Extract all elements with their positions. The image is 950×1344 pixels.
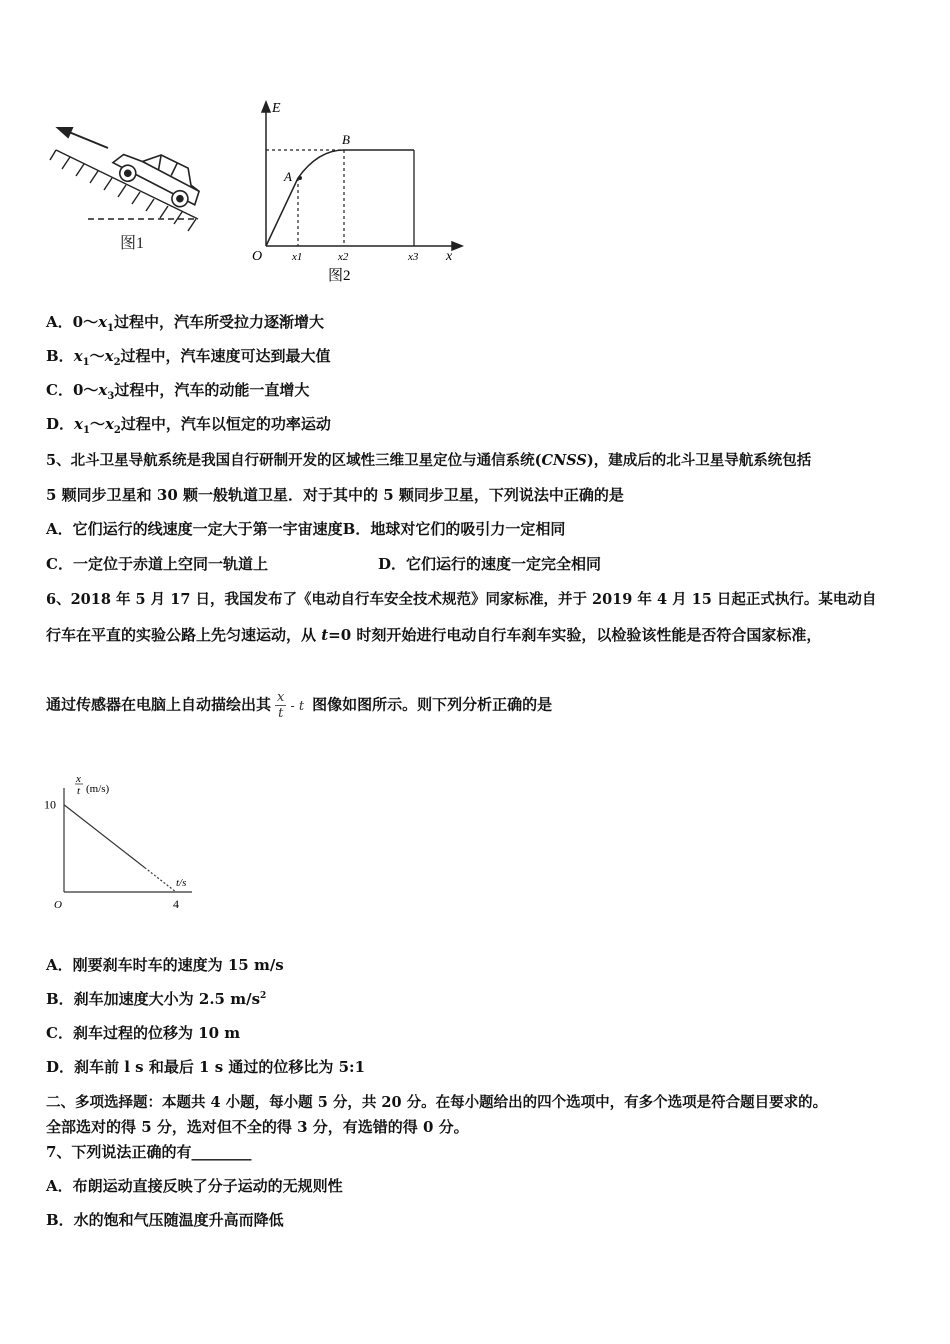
q4-option-d: D．$x_1\sim x_2$过程中，汽车以恒定的功率运动 xyxy=(46,415,331,436)
section-2-heading-line-2: 全部选对的得 5 分，选对但不全的得 3 分，有选错的得 0 分。 xyxy=(46,1118,469,1136)
figure-1-caption: 图1 xyxy=(120,235,145,252)
figure-2-caption: 图2 xyxy=(328,268,351,284)
q6-velocity-time-chart xyxy=(40,770,210,915)
x-over-t-fraction: $\frac{x}{t}$ xyxy=(277,690,285,721)
q5-option-d: D．它们运行的速度一定完全相同 xyxy=(378,555,602,573)
origin-label: O xyxy=(252,249,263,264)
chart-axes xyxy=(64,788,192,892)
x-axis-label: x xyxy=(446,249,453,264)
axes xyxy=(262,102,462,250)
tick-x3-label: x3 xyxy=(408,251,419,263)
section-2-heading-line-1: 二、多项选择题：本题共 4 小题，每小题 5 分，共 20 分。在每小题给出的四个选项中，有多个选项是符合题目要求的。 xyxy=(46,1094,828,1111)
q4-option-a: A．$0\sim x_1$过程中，汽车所受拉力逐渐增大 xyxy=(46,313,325,334)
chart-x-tick-label: 4 xyxy=(173,897,179,911)
guide-lines xyxy=(266,150,344,246)
energy-curve xyxy=(266,150,344,246)
point-b-label: B xyxy=(342,132,350,147)
chart-origin-label: O xyxy=(54,899,62,911)
q4-option-b: B．$x_1\sim x_2$过程中，汽车速度可达到最大值 xyxy=(46,347,331,368)
chart-y-tick-label: 10 xyxy=(44,797,56,812)
q6-option-d: D．刹车前 l s 和最后 1 s 通过的位移比为 5:1 xyxy=(46,1058,366,1076)
figure-1-car-on-incline xyxy=(48,122,218,262)
q7-stem: 7、下列说法正确的有________ xyxy=(46,1143,252,1161)
q6-stem-line-3: 通过传感器在电脑上自动描绘出其 $\frac{x}{t}$ - t 图像如图所示。则下列分析正确的是 xyxy=(46,690,553,721)
chart-ylabel-den: t xyxy=(77,785,81,797)
car-icon xyxy=(108,138,208,213)
q6-option-b: B．刹车加速度大小为 2.5 $m/s^2$ xyxy=(46,990,267,1008)
q5-option-c: C．一定位于赤道上空同一轨道上 xyxy=(46,555,268,573)
q6-stem-line-2: 行车在平直的实验公路上先匀速运动，从 t=0 时刻开始进行电动自行车刹车实验，以检验该性能是否符合国家标准， xyxy=(46,626,822,644)
q5-options-ab: A．它们运行的线速度一定大于第一宇宙速度B．地球对它们的吸引力一定相同 xyxy=(46,520,566,538)
q7-option-a: A．布朗运动直接反映了分子运动的无规则性 xyxy=(46,1177,343,1195)
figure-2-energy-graph xyxy=(248,98,468,288)
q4-option-c: C．$0\sim x_3$过程中，汽车的动能一直增大 xyxy=(46,381,310,402)
chart-xlabel: t/s xyxy=(176,877,187,889)
chart-ylabel-unit: (m/s) xyxy=(86,783,110,795)
q6-stem-line-1: 6、2018 年 5 月 17 日，我国发布了《电动自行车安全技术规范》同家标准，并于 2019 年 4 月 15 日起正式执行。某电动自 xyxy=(46,591,877,608)
q5-stem-line-1: 5、北斗卫星导航系统是我国自行研制开发的区域性三维卫星定位与通信系统(CNSS)，建成后的北斗卫星导航系统包括 xyxy=(46,452,812,469)
chart-data-line-dashed xyxy=(145,868,176,892)
tick-x2-label: x2 xyxy=(338,251,349,263)
q7-option-b: B．水的饱和气压随温度升高而降低 xyxy=(46,1211,284,1229)
q5-stem-line-2: 5 颗同步卫星和 30 颗一般轨道卫星．对于其中的 5 颗同步卫星，下列说法中正确的是 xyxy=(46,486,624,504)
point-a-marker xyxy=(298,176,302,180)
chart-ylabel-num: x xyxy=(76,773,81,785)
chart-data-line-solid xyxy=(64,805,145,868)
q6-option-c: C．刹车过程的位移为 10 m xyxy=(46,1024,241,1042)
tick-x1-label: x1 xyxy=(292,251,303,263)
point-a-label: A xyxy=(284,169,292,184)
y-axis-label: E xyxy=(272,101,281,116)
motion-arrow xyxy=(58,128,108,148)
q6-option-a: A．刚要刹车时车的速度为 15 m/s xyxy=(46,956,284,974)
